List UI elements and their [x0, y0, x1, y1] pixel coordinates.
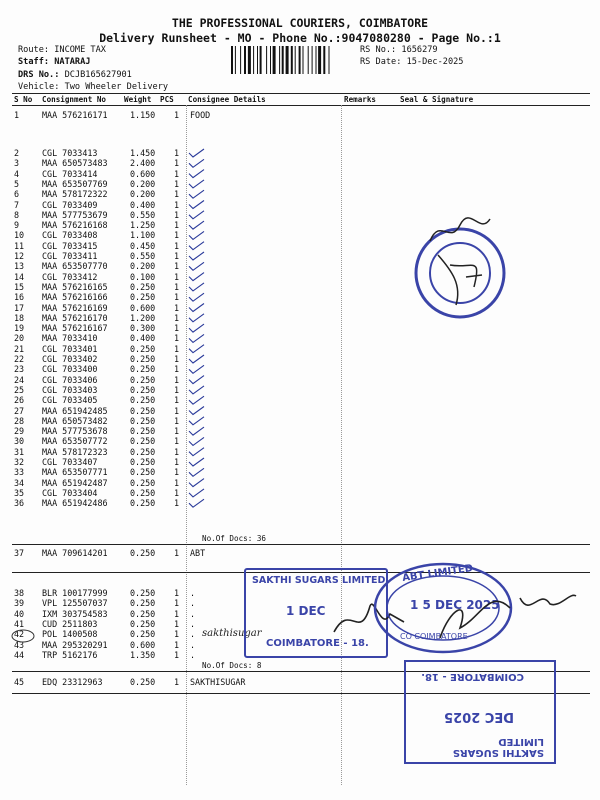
- row-weight: 0.250: [130, 498, 156, 509]
- row-consignment: MAA 576216170: [42, 312, 108, 323]
- row-pcs: 1: [174, 677, 180, 687]
- row-sno: 3: [14, 158, 20, 169]
- vehicle-label: Vehicle: Two Wheeler Delivery: [18, 82, 169, 92]
- row-consignment: MAA 651942485: [42, 405, 108, 416]
- signature-scribble: [420, 215, 500, 245]
- row-consignment: MAA 653507771: [42, 467, 108, 478]
- col-details: Consignee Details: [188, 95, 266, 104]
- col-sno: S No: [14, 95, 33, 104]
- table-row: [0, 179, 600, 189]
- runsheet-subtitle: Delivery Runsheet - MO - Phone No.:9047080280 - Page No.:1: [99, 31, 501, 45]
- docs-total-1: No.Of Docs: 36: [202, 534, 267, 543]
- row-pcs: 1: [174, 354, 180, 364]
- row-pcs: 1: [174, 158, 180, 169]
- row-weight: 1.450: [130, 148, 156, 158]
- row-consignment: EDQ 23312963: [42, 677, 103, 687]
- table-row: [0, 375, 600, 385]
- row-weight: 0.250: [130, 364, 156, 375]
- table-row: [0, 457, 600, 467]
- row-consignment: MAA 578172323: [42, 446, 108, 457]
- row-sno: 30: [14, 436, 25, 447]
- row-pcs: 1: [174, 110, 180, 120]
- row-weight: 0.250: [130, 588, 156, 598]
- row-consignment: MAA 653507769: [42, 178, 108, 189]
- table-row: [0, 385, 600, 395]
- row-weight: 0.200: [130, 261, 156, 272]
- row-pcs: 1: [174, 487, 180, 498]
- row-sno: 27: [14, 405, 25, 416]
- row-pcs: 1: [174, 333, 180, 344]
- row-weight: 0.400: [130, 333, 156, 344]
- row-pcs: 1: [174, 639, 180, 650]
- row-consignment: CUD 2511803: [42, 618, 98, 629]
- row-consignment: CGL 7033407: [42, 457, 98, 467]
- row-details: .: [190, 608, 196, 619]
- row-weight: 0.100: [130, 271, 156, 282]
- row-sno: 17: [14, 302, 25, 313]
- row-pcs: 1: [174, 323, 180, 334]
- row-pcs: 1: [174, 312, 180, 323]
- row-weight: 0.450: [130, 240, 156, 251]
- row-pcs: 1: [174, 384, 180, 395]
- row-consignment: MAA 576216169: [42, 302, 108, 313]
- row-consignment: CGL 7033409: [42, 199, 98, 210]
- row-weight: 0.250: [130, 598, 156, 609]
- row-consignment: MAA 709614201: [42, 548, 108, 558]
- row-weight: 0.250: [130, 405, 156, 416]
- row-details: ABT: [190, 548, 206, 558]
- row-details: SAKTHISUGAR: [190, 677, 246, 687]
- row-sno: 5: [14, 178, 20, 189]
- row-pcs: 1: [174, 436, 180, 447]
- table-row: [0, 548, 600, 558]
- table-row: [0, 436, 600, 446]
- staff-label: Staff: NATARAJ: [18, 57, 91, 67]
- row-sno: 9: [14, 220, 20, 231]
- tick-mark-icon: [189, 231, 204, 239]
- row-details: .: [190, 629, 196, 640]
- row-pcs: 1: [174, 281, 180, 292]
- table-row: [0, 272, 600, 282]
- table-row: [0, 158, 600, 168]
- row-weight: 0.600: [130, 302, 156, 313]
- row-details: .: [190, 588, 196, 598]
- row-pcs: 1: [174, 548, 180, 558]
- row-pcs: 1: [174, 415, 180, 426]
- tick-mark-icon: [189, 499, 204, 507]
- row-sno: 2: [14, 148, 20, 158]
- tick-mark-icon: [189, 211, 204, 219]
- row-sno: 16: [14, 292, 25, 303]
- tick-mark-icon: [189, 458, 204, 466]
- row-consignment: MAA 295320291: [42, 639, 108, 650]
- row-weight: 0.600: [130, 168, 156, 179]
- row-sno: 37: [14, 548, 25, 558]
- table-row: [0, 333, 600, 343]
- row-sno: 40: [14, 608, 25, 619]
- row-weight: 1.150: [130, 110, 156, 120]
- row-pcs: 1: [174, 343, 180, 354]
- row-sno: 35: [14, 487, 25, 498]
- row-pcs: 1: [174, 209, 180, 220]
- row-weight: 1.100: [130, 230, 156, 241]
- row-weight: 1.250: [130, 220, 156, 231]
- abt-city: CO COIMBATORE: [400, 632, 468, 641]
- row-pcs: 1: [174, 261, 180, 272]
- row-details: .: [190, 598, 196, 609]
- tick-mark-icon: [189, 386, 204, 394]
- abt-date: 1 5 DEC 2025: [410, 598, 500, 612]
- row-consignment: MAA 650573483: [42, 158, 108, 169]
- row-sno: 18: [14, 312, 25, 323]
- row-weight: 0.300: [130, 323, 156, 334]
- row-pcs: 1: [174, 598, 180, 609]
- tick-mark-icon: [189, 180, 204, 188]
- sakthi-sugars-stamp-inverted: SAKTHI SUGARS LIMITED DEC 2025 COIMBATORE - 18.: [404, 660, 556, 764]
- docs-total-2: No.Of Docs: 8: [202, 661, 262, 670]
- row-pcs: 1: [174, 168, 180, 179]
- row-consignment: CGL 7033408: [42, 230, 98, 241]
- tick-mark-icon: [189, 262, 204, 270]
- row-consignment: MAA 576216165: [42, 281, 108, 292]
- table-row: [0, 488, 600, 498]
- row-sno: 33: [14, 467, 25, 478]
- table-row: [0, 426, 600, 436]
- row-details: FOOD: [190, 110, 211, 120]
- table-row: [0, 364, 600, 374]
- row-weight: 0.250: [130, 436, 156, 447]
- row-pcs: 1: [174, 608, 180, 619]
- row-weight: 0.250: [130, 426, 156, 437]
- row-weight: 0.250: [130, 281, 156, 292]
- row-sno: 20: [14, 333, 25, 344]
- tick-mark-icon: [189, 376, 204, 384]
- row-consignment: CGL 7033402: [42, 354, 98, 364]
- table-row: [0, 241, 600, 251]
- table-row: [0, 303, 600, 313]
- row-pcs: 1: [174, 199, 180, 210]
- row-pcs: 1: [174, 618, 180, 629]
- drs-number: DRS No.: DCJB165627901: [18, 70, 132, 80]
- col-weight: Weight: [124, 95, 152, 104]
- row-pcs: 1: [174, 364, 180, 375]
- row-weight: 0.250: [130, 354, 156, 364]
- tick-mark-icon: [189, 252, 204, 260]
- row-sno: 26: [14, 395, 25, 406]
- table-row: [0, 261, 600, 271]
- tick-mark-icon: [189, 314, 204, 322]
- row-weight: 0.250: [130, 477, 156, 488]
- table-row: [0, 447, 600, 457]
- row-weight: 0.250: [130, 374, 156, 385]
- tick-mark-icon: [189, 159, 204, 167]
- row-weight: 0.250: [130, 677, 156, 687]
- row-pcs: 1: [174, 178, 180, 189]
- tick-mark-icon: [189, 324, 204, 332]
- row-pcs: 1: [174, 251, 180, 261]
- tick-mark-icon: [189, 489, 204, 497]
- row-consignment: CGL 7033412: [42, 271, 98, 282]
- row-consignment: CGL 7033415: [42, 240, 98, 251]
- row-sno: 29: [14, 426, 25, 437]
- table-row: [0, 251, 600, 261]
- row-pcs: 1: [174, 395, 180, 406]
- row-weight: 0.250: [130, 618, 156, 629]
- tick-mark-icon: [189, 345, 204, 353]
- row-consignment: MAA 578172322: [42, 189, 108, 200]
- tick-mark-icon: [189, 396, 204, 404]
- row-weight: 1.350: [130, 649, 156, 660]
- row-consignment: MAA 651942486: [42, 498, 108, 509]
- tick-mark-icon: [189, 468, 204, 476]
- delivery-tick-marks: [186, 114, 226, 539]
- row-weight: 0.250: [130, 292, 156, 303]
- row-consignment: CGL 7033401: [42, 343, 98, 354]
- tick-mark-icon: [189, 190, 204, 198]
- row-consignment: CGL 7033400: [42, 364, 98, 375]
- row-consignment: MAA 653507772: [42, 436, 108, 447]
- table-row: [0, 210, 600, 220]
- tick-mark-icon: [189, 365, 204, 373]
- row-pcs: 1: [174, 405, 180, 416]
- row-consignment: MAA 577753678: [42, 426, 108, 437]
- row-consignment: MAA 576216167: [42, 323, 108, 334]
- row-sno: 22: [14, 354, 25, 364]
- row-sno: 19: [14, 323, 25, 334]
- row-details: .: [190, 639, 196, 650]
- rs-number: RS No.: 1656279: [360, 45, 438, 55]
- table-row: [0, 406, 600, 416]
- tick-mark-icon: [189, 304, 204, 312]
- row-consignment: IXM 303754583: [42, 608, 108, 619]
- row-sno: 25: [14, 384, 25, 395]
- barcode-image: [231, 46, 357, 74]
- sakthi-sugars-stamp: SAKTHI SUGARS LIMITED 1 DEC COIMBATORE - 18.: [244, 568, 388, 658]
- table-row: [0, 344, 600, 354]
- table-row: [0, 467, 600, 477]
- row-sno: 13: [14, 261, 25, 272]
- row-consignment: POL 1400508: [42, 629, 98, 640]
- row-consignment: VPL 125507037: [42, 598, 108, 609]
- row-consignment: TRP 5162176: [42, 649, 98, 660]
- row-pcs: 1: [174, 629, 180, 640]
- table-row: [0, 313, 600, 323]
- row-sno: 36: [14, 498, 25, 509]
- col-pcs: PCS: [160, 95, 174, 104]
- row-pcs: 1: [174, 467, 180, 478]
- row-consignment: CGL 7033413: [42, 148, 98, 158]
- row-weight: 0.600: [130, 639, 156, 650]
- row-weight: 0.250: [130, 384, 156, 395]
- row-sno: 24: [14, 374, 25, 385]
- row-weight: 2.400: [130, 158, 156, 169]
- row-details: .: [190, 618, 196, 629]
- row-sno: 23: [14, 364, 25, 375]
- row-consignment: MAA 576216168: [42, 220, 108, 231]
- row-sno: 6: [14, 189, 20, 200]
- row-consignment: MAA 576216166: [42, 292, 108, 303]
- row-sno: 45: [14, 677, 25, 687]
- row-sno: 7: [14, 199, 20, 210]
- row-sno: 11: [14, 240, 25, 251]
- row-sno: 15: [14, 281, 25, 292]
- tick-mark-icon: [189, 149, 204, 157]
- row-pcs: 1: [174, 588, 180, 598]
- table-top-rule: [12, 93, 590, 94]
- tick-mark-icon: [189, 448, 204, 456]
- row-sno: 12: [14, 251, 25, 261]
- tick-mark-icon: [189, 427, 204, 435]
- rs-date: RS Date: 15-Dec-2025: [360, 57, 464, 67]
- table-row: [0, 200, 600, 210]
- table-row: [0, 282, 600, 292]
- row-sno: 31: [14, 446, 25, 457]
- row-pcs: 1: [174, 649, 180, 660]
- row-sno: 32: [14, 457, 25, 467]
- table-row: [0, 220, 600, 230]
- handwritten-note: sakthisugar: [202, 628, 262, 639]
- row-pcs: 1: [174, 189, 180, 200]
- row-consignment: MAA 577753679: [42, 209, 108, 220]
- row-pcs: 1: [174, 426, 180, 437]
- tick-mark-icon: [189, 273, 204, 281]
- row-sno: 21: [14, 343, 25, 354]
- row-pcs: 1: [174, 477, 180, 488]
- tick-mark-icon: [189, 242, 204, 250]
- row-pcs: 1: [174, 302, 180, 313]
- table-row: [0, 478, 600, 488]
- row-sno: 28: [14, 415, 25, 426]
- row-sno: 14: [14, 271, 25, 282]
- row-weight: 1.200: [130, 312, 156, 323]
- table-row: [0, 323, 600, 333]
- abt-name: ABT LIMITED: [401, 563, 474, 584]
- row-consignment: CGL 7033404: [42, 487, 98, 498]
- row-pcs: 1: [174, 292, 180, 303]
- table-row: [0, 416, 600, 426]
- table-row: [0, 148, 600, 158]
- row-pcs: 1: [174, 498, 180, 509]
- row-consignment: MAA 650573482: [42, 415, 108, 426]
- row-sno: 38: [14, 588, 25, 598]
- row-weight: 0.250: [130, 457, 156, 467]
- row-details: .: [190, 649, 196, 660]
- row-weight: 0.250: [130, 343, 156, 354]
- row-pcs: 1: [174, 457, 180, 467]
- row-weight: 0.250: [130, 629, 156, 640]
- col-remarks: Remarks: [344, 95, 377, 104]
- row-pcs: 1: [174, 240, 180, 251]
- row-sno: 43: [14, 639, 25, 650]
- tick-mark-icon: [189, 221, 204, 229]
- row-sno: 34: [14, 477, 25, 488]
- table-row: [0, 169, 600, 179]
- tick-mark-icon: [189, 201, 204, 209]
- tick-mark-icon: [189, 283, 204, 291]
- row-sno: 1: [14, 110, 20, 120]
- row-consignment: CGL 7033414: [42, 168, 98, 179]
- table-row: [0, 498, 600, 508]
- row-consignment: MAA 651942487: [42, 477, 108, 488]
- table-row: [0, 354, 600, 364]
- col-consignment: Consignment No: [42, 95, 107, 104]
- table-row: [0, 230, 600, 240]
- row-sno: 8: [14, 209, 20, 220]
- tick-mark-icon: [189, 417, 204, 425]
- row-pcs: 1: [174, 446, 180, 457]
- table-header-rule: [12, 105, 590, 106]
- col-seal: Seal & Signature: [400, 95, 474, 104]
- row-consignment: MAA 576216171: [42, 110, 108, 120]
- signature-scribble: [430, 578, 580, 648]
- tick-mark-icon: [189, 334, 204, 342]
- company-title: THE PROFESSIONAL COURIERS, COIMBATORE: [171, 16, 429, 30]
- row-sno: 4: [14, 168, 20, 179]
- row-weight: 0.250: [130, 415, 156, 426]
- row-weight: 0.250: [130, 467, 156, 478]
- circle-mark-icon: [10, 629, 36, 643]
- tick-mark-icon: [189, 479, 204, 487]
- row-weight: 0.250: [130, 446, 156, 457]
- row-pcs: 1: [174, 271, 180, 282]
- row-weight: 0.250: [130, 608, 156, 619]
- tick-mark-icon: [189, 437, 204, 445]
- row-consignment: CGL 7033403: [42, 384, 98, 395]
- row-consignment: BLR 100177999: [42, 588, 108, 598]
- row-weight: 0.550: [130, 209, 156, 220]
- row-weight: 0.250: [130, 395, 156, 406]
- row-consignment: CGL 7033405: [42, 395, 98, 406]
- tick-mark-icon: [189, 170, 204, 178]
- row-consignment: CGL 7033406: [42, 374, 98, 385]
- row-weight: 0.250: [130, 487, 156, 498]
- table-row: [0, 292, 600, 302]
- row-consignment: MAA 653507770: [42, 261, 108, 272]
- row-pcs: 1: [174, 148, 180, 158]
- staff-name: NATARAJ: [54, 57, 91, 67]
- row-weight: 0.200: [130, 178, 156, 189]
- row-sno: 42: [14, 629, 25, 640]
- row-pcs: 1: [174, 230, 180, 241]
- tick-mark-icon: [189, 407, 204, 415]
- tick-mark-icon: [189, 355, 204, 363]
- row-weight: 0.200: [130, 189, 156, 200]
- row-weight: 0.550: [130, 251, 156, 261]
- table-row: [0, 110, 600, 120]
- row-sno: 41: [14, 618, 25, 629]
- table-row: [0, 395, 600, 405]
- group-rule-1: [12, 544, 590, 545]
- row-consignment: CGL 7033411: [42, 251, 98, 261]
- row-sno: 39: [14, 598, 25, 609]
- row-sno: 10: [14, 230, 25, 241]
- row-sno: 44: [14, 649, 25, 660]
- row-pcs: 1: [174, 220, 180, 231]
- route-label: Route: INCOME TAX: [18, 45, 106, 55]
- row-weight: 0.400: [130, 199, 156, 210]
- row-weight: 0.250: [130, 548, 156, 558]
- tick-mark-icon: [189, 293, 204, 301]
- table-row: [0, 189, 600, 199]
- row-pcs: 1: [174, 374, 180, 385]
- row-consignment: MAA 7033410: [42, 333, 98, 344]
